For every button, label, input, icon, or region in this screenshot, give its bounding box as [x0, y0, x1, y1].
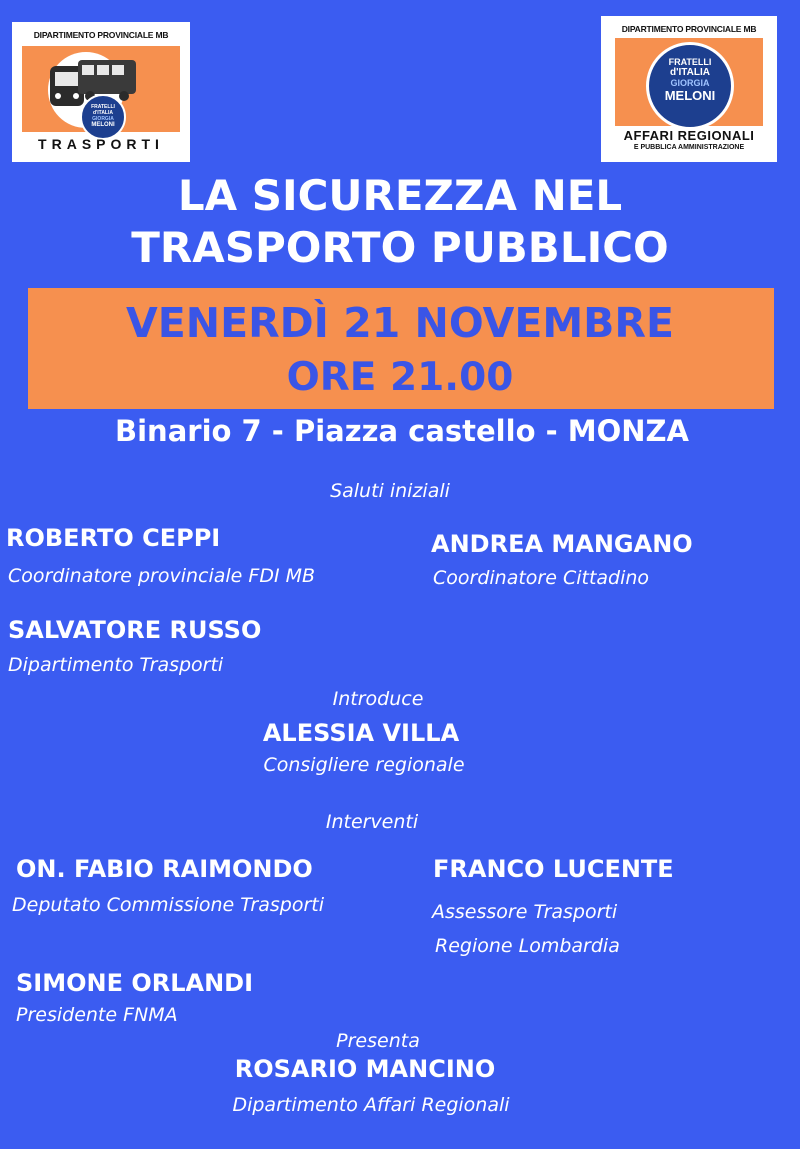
section-presenta: Presenta	[336, 1030, 420, 1052]
title-line-1: LA SICUREZZA NEL	[177, 171, 623, 220]
fdi-badge-icon	[80, 94, 126, 140]
speaker-role-orlandi: Presidente FNMA	[16, 1004, 178, 1026]
venue: Binario 7 - Piazza castello - MONZA	[115, 414, 689, 448]
badge-text: MELONI	[664, 88, 716, 103]
logo-left-footer: TRASPORTI	[38, 136, 164, 152]
speaker-role-mangano: Coordinatore Cittadino	[433, 567, 650, 589]
section-introduce: Introduce	[332, 688, 424, 710]
speaker-name-villa: ALESSIA VILLA	[262, 719, 460, 747]
badge-text: MELONI	[91, 122, 115, 128]
speaker-role-villa: Consigliere regionale	[263, 754, 465, 776]
badge-text: FRATELLI	[91, 104, 115, 110]
logo-left-header: DIPARTIMENTO PROVINCIALE MB	[33, 30, 169, 40]
speaker-name-lucente: FRANCO LUCENTE	[433, 855, 674, 883]
logo-affari-regionali	[601, 16, 777, 162]
speaker-name-russo: SALVATORE RUSSO	[8, 616, 262, 644]
speaker-name-ceppi: ROBERTO CEPPI	[6, 524, 221, 552]
speaker-role-lucente-1: Assessore Trasporti	[432, 901, 618, 923]
logo-right-header: DIPARTIMENTO PROVINCIALE MB	[621, 24, 757, 34]
badge-text: FRATELLI	[668, 57, 712, 67]
speaker-role-raimondo: Deputato Commissione Trasporti	[12, 894, 324, 916]
speaker-name-orlandi: SIMONE ORLANDI	[16, 969, 254, 997]
speaker-role-mancino: Dipartimento Affari Regionali	[232, 1094, 510, 1116]
logo-right-footer-2: E PUBBLICA AMMINISTRAZIONE	[633, 144, 745, 151]
event-date: VENERDÌ 21 NOVEMBRE	[126, 299, 674, 347]
section-interventi: Interventi	[325, 811, 419, 833]
section-saluti: Saluti iniziali	[330, 480, 450, 502]
event-time: ORE 21.00	[286, 355, 514, 400]
title-line-2: TRASPORTO PUBBLICO	[131, 223, 669, 272]
speaker-role-ceppi: Coordinatore provinciale FDI MB	[8, 565, 316, 587]
logo-right-footer-1: AFFARI REGIONALI	[623, 128, 755, 143]
speaker-role-lucente-2: Regione Lombardia	[435, 935, 620, 957]
logo-trasporti	[12, 22, 190, 162]
speaker-role-russo: Dipartimento Trasporti	[8, 654, 224, 676]
fdi-badge-icon	[646, 42, 734, 130]
badge-text: GIORGIA	[92, 116, 114, 122]
speaker-name-mangano: ANDREA MANGANO	[431, 530, 693, 558]
badge-text: d'ITALIA	[670, 67, 710, 78]
speaker-name-mancino: ROSARIO MANCINO	[234, 1055, 496, 1083]
speaker-name-raimondo: ON. FABIO RAIMONDO	[16, 855, 313, 883]
badge-text: d'ITALIA	[93, 110, 113, 116]
badge-text: GIORGIA	[670, 78, 710, 88]
